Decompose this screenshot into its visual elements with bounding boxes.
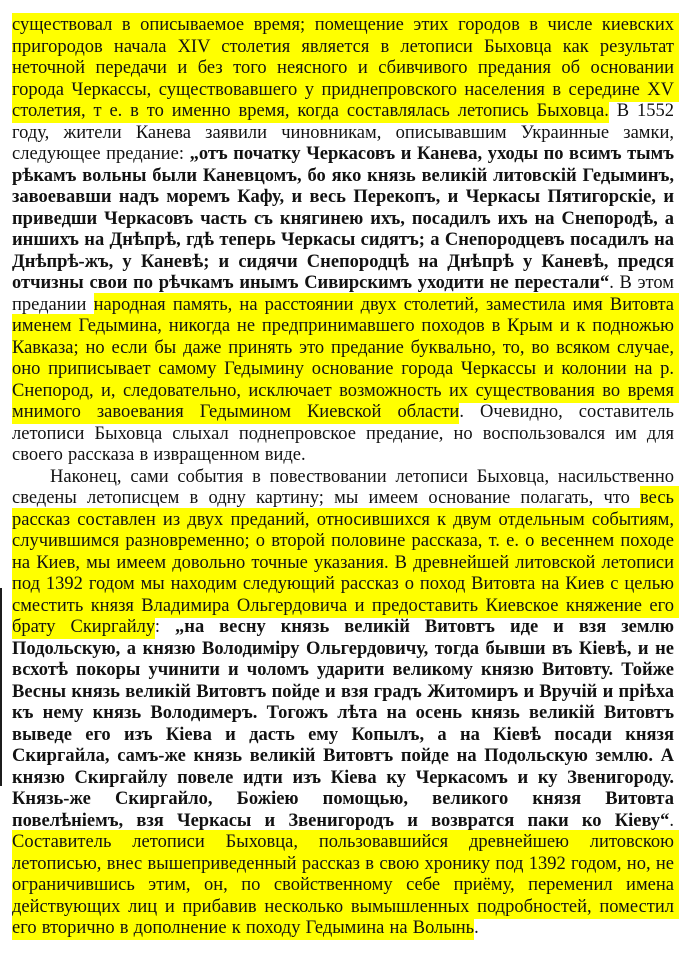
scan-artifact-line — [0, 588, 2, 786]
text-segment-normal: . Очевидно, составитель летописи Быховца слыхал поднепровское предание, но воспользовался им для своего рассказа в извращенном виде. — [12, 402, 680, 465]
paragraph-2 — [12, 466, 680, 940]
text-segment-normal: Наконец, сами события в повествовании летописи Быховца, насильственно сведены летописцем в одну картину; мы имеем основание полагать, что — [12, 466, 680, 508]
text-segment-normal: . — [474, 918, 479, 938]
text-segment-normal: . — [669, 810, 680, 831]
document-text — [12, 15, 680, 940]
text-segment-highlight: Составитель летописи Быховца, пользовавшийся древнейшею литовскою летописью, внес вышеприведенный рассказ в свою хронику под 1392 годом, но, не ограничившись этим, он, по свойственному себе приёму, переменил имена действующих лиц и прибавив несколько вымышленных подробностей, поместил его вторично в дополнение к походу Гедымина на Волынь — [12, 832, 680, 938]
text-segment-normal: В 1552 году, жители Канева заявили чиновникам, описывавшим Украинные замки, следующее предание: — [12, 101, 680, 164]
text-segment-bold: „отъ початку Черкасовъ и Канева, уходы по всимъ тымъ рѣкамъ вольны были Каневцомъ, бо яко князь великій литовскій Гедыминъ, завоевавши надъ моремъ Кафу, и весь Перекопъ, и Черкасы Пятигорскіе, и приведши Черкасовъ часть съ княгинею ихъ, посадилъ ихъ на Снепородѣ, а иншихъ на Днѣпрѣ, гдѣ теперь Черкасы сидятъ; а Снепородцевъ посадилъ на Днѣпрѣ-жъ, у Каневѣ; и сидячи Снепородцѣ на Днѣпрѣ у Каневѣ, предся отчизны свои по рѣчкамъ инымъ Сивирскимъ уходити не перестали“ — [12, 144, 680, 293]
text-segment-highlight: весь рассказ составлен из двух преданий, относившихся к двум отдельным событиям, случившимся разновременно; о второй половине рассказа, т. е. о весеннем походе на Киев, мы имеем довольно точные указания. В древнейшей литовской летописи под 1392 годом мы находим следующий рассказ о поход Витовта на Киев с целью сместить князя Владимира Ольгердовича и предоставить Киевское княжение его брату Скиргайлу — [12, 488, 680, 637]
paragraph-1 — [12, 15, 680, 467]
text-segment-normal: . В этом предании — [12, 273, 680, 315]
text-segment-normal: : — [154, 617, 176, 637]
text-segment-bold: „на весну князь великій Витовтъ иде и взя землю Подольскую, а князю Володиміру Ольгердовичу, тогда бывши въ Кіевѣ, и не всхотѣ покоры учинити и чоломъ ударити великому князю Витовту. Тойже Весны князь великій Витовтъ пойде и взя градъ Житомиръ и Вручій и пріѣха къ нему князь Володимеръ. Тогожъ лѣта на осень князь великій Витовтъ выведе его изъ Кіева и дасть ему Копылъ, а на Кіевѣ посади князя Скиргайла, самъ-же князь великій Витовтъ пойде на Подольскую землю. А князю Скиргайлу повеле идти изъ Кіева ку Черкасомъ и ку Звенигороду. Князь-же Скиргайло, Божіею помощью, великого князя Витовта повелѣніемъ, взя Черкасы и Звенигородъ и возвратся паки ко Кіеву“ — [12, 617, 680, 831]
text-segment-highlight: народная память, на расстоянии двух столетий, заместила имя Витовта именем Гедымина, никогда не предпринимавшего походов в Крым и к подножью Кавказа; но если бы даже принять это предание буквально, то, во всяком случае, оно приписывает самому Гедымину основание города Черкассы и колонии на р. Снепород, и, следовательно, исключает возможность их существования во время мнимого завоевания Гедымином Киевской области — [12, 294, 680, 422]
text-segment-highlight: существовал в описываемое время; помещение этих городов в числе киевских пригородов начала XIV столетия является в летописи Быховца как результат неточной передачи и без того неясного и сбивчивого предания об основании города Черкассы, существовавшего у приднепровского населения в середине XV столетия, т е. в то именно время, когда составлялась летопись Быховца. — [12, 15, 680, 121]
